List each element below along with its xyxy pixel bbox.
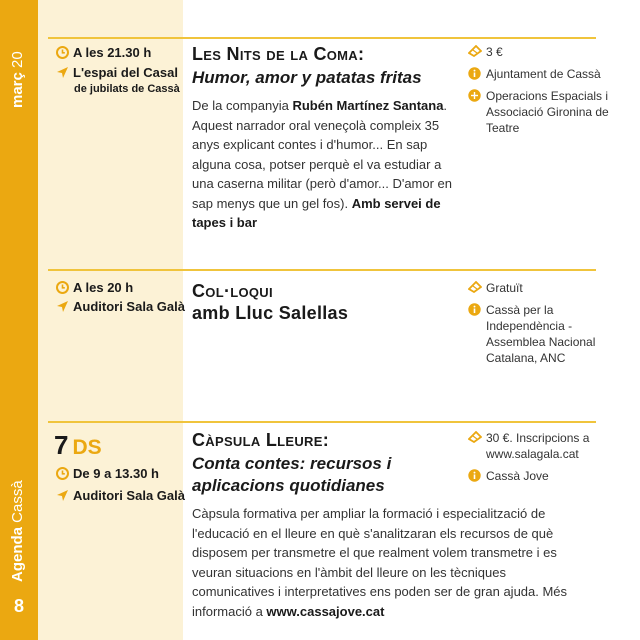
divider-2 xyxy=(48,269,596,271)
event1-place-text: L'espai del Casal xyxy=(73,65,178,80)
event3-subtitle-line2: aplicacions quotidianes xyxy=(192,476,385,495)
event2-time-text: A les 20 h xyxy=(73,280,134,295)
clock-icon xyxy=(56,467,69,483)
location-arrow-icon xyxy=(56,489,69,505)
sidebar-date xyxy=(9,51,26,108)
info-icon xyxy=(468,469,481,486)
event1-title: Les Nits de la Coma: xyxy=(192,44,365,64)
event3-price: 30 €. Inscripcions a www.salagala.cat xyxy=(486,431,590,461)
event1-place xyxy=(56,65,178,82)
event1-info xyxy=(468,44,618,142)
page-number: 8 xyxy=(13,596,24,616)
event3-time xyxy=(56,466,159,483)
event3-price-row xyxy=(468,430,618,462)
event1-description xyxy=(192,96,460,233)
ticket-icon xyxy=(468,431,482,447)
event1-organizer-row xyxy=(468,66,618,82)
event1-collaborator: Operacions Espacials i Associació Gironina de Teatre xyxy=(486,89,609,135)
clock-icon xyxy=(56,46,69,62)
meta-column xyxy=(38,0,183,640)
event3-organizer: Cassà Jove xyxy=(486,469,549,483)
event3-organizer-row xyxy=(468,468,618,484)
event1-price: 3 € xyxy=(486,45,503,59)
event2-price-row xyxy=(468,280,618,296)
location-arrow-icon xyxy=(56,66,69,82)
event3-desc-link[interactable]: www.cassajove.cat xyxy=(266,603,385,619)
event1-organizer: Ajuntament de Cassà xyxy=(486,67,601,81)
sidebar-day: 20 xyxy=(9,51,26,68)
event3-date xyxy=(54,430,102,461)
event3-date-number: 7 xyxy=(54,430,69,460)
event1-desc-main: . Aquest narrador oral veneçolà compleix 35 anys explicant contes i d'humor... En sap alguna cosa, potser perquè el va estudiar a una caserna militar (però d'amor... D'amor en sap menys que un gel fos). xyxy=(192,98,453,211)
event3-title: Càpsula Lleure: xyxy=(192,430,329,450)
clock-icon xyxy=(56,281,69,297)
event2-time xyxy=(56,280,133,297)
event2-price: Gratuït xyxy=(486,281,523,295)
event3-time-text: De 9 a 13.30 h xyxy=(73,466,159,481)
info-icon xyxy=(468,67,481,84)
event1-price-row xyxy=(468,44,618,60)
divider-3 xyxy=(48,421,596,423)
event3-date-day: DS xyxy=(72,436,102,459)
event1-place-sub: de jubilats de Cassà xyxy=(74,83,180,95)
event1-time-text: A les 21.30 h xyxy=(73,45,152,60)
location-arrow-icon xyxy=(56,300,69,316)
info-icon xyxy=(468,303,481,320)
event3-info xyxy=(468,430,618,490)
ticket-icon xyxy=(468,45,482,61)
divider-top xyxy=(48,37,596,39)
event2-title-line2: amb Lluc Salellas xyxy=(192,303,349,323)
event3-place xyxy=(56,488,185,505)
event3-subtitle-line1: Conta contes: recursos i xyxy=(192,454,392,473)
event2-place xyxy=(56,299,185,316)
sidebar-month: març xyxy=(9,72,26,108)
event3-place-text: Auditori Sala Galà xyxy=(73,488,185,503)
sidebar-agenda xyxy=(9,480,26,582)
event1-desc-intro: De la companyia xyxy=(192,98,293,113)
event3-desc-main: Càpsula formativa per ampliar la formació i especialització de l'educació en el lleure en què s'analitzaran els recursos de què disposem per transmetre el que realment volem transmetre i es veuran situacions en l'àmbit del lleure on les tècniques comunicatives i interpretatives ens poden ser de gran ajuda. Més informació a xyxy=(192,506,568,619)
sidebar-agenda-place: Cassà xyxy=(9,480,26,523)
event1-desc-company: Rubén Martínez Santana xyxy=(292,98,444,113)
event2-organizer: Cassà per la Independència - Assemblea Nacional Catalana, ANC xyxy=(486,303,596,365)
ticket-icon xyxy=(468,281,482,297)
event2-info xyxy=(468,280,618,372)
event2-organizer-row xyxy=(468,302,618,366)
event3-description xyxy=(192,504,588,621)
event2-place-text: Auditori Sala Galà xyxy=(73,299,185,314)
event2-title: Col·loqui xyxy=(192,281,273,301)
sidebar-agenda-label: Agenda xyxy=(9,526,26,582)
event1-collaborator-row xyxy=(468,88,618,136)
event1-desc-extra: Amb servei de tapes i bar xyxy=(192,195,441,230)
event1-subtitle: Humor, amor y patatas fritas xyxy=(192,68,422,87)
event1-time xyxy=(56,45,151,62)
plus-icon xyxy=(468,89,481,106)
